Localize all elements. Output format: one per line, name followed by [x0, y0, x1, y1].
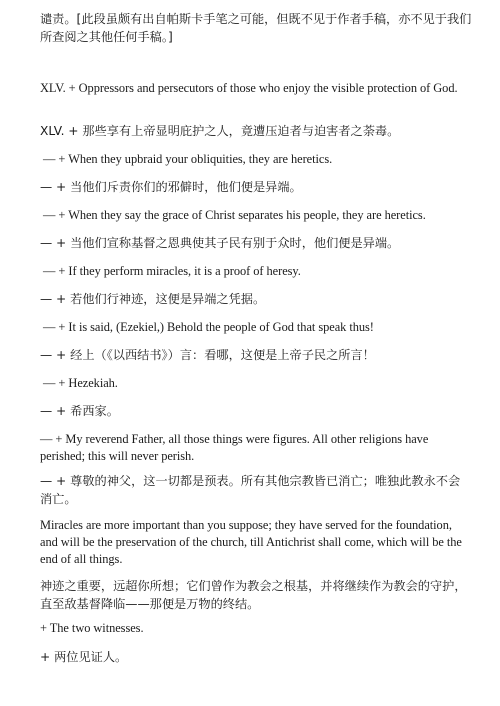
paragraph-zh-7: — + 希西家。: [40, 404, 119, 418]
paragraph-en-3: — + When they say the grace of Christ separates his people, they are heretics.: [40, 208, 426, 222]
paragraph-en-9: + The two witnesses.: [40, 621, 144, 635]
paragraph-zh-2: XLV. + 那些享有上帝显明庇护之人，竟遭压迫者与迫害者之荼毒。: [40, 124, 400, 138]
paragraph-en-6: — + Hezekiah.: [40, 376, 118, 390]
paragraph-zh-9: 神迹之重要，远超你所想；它们曾作为教会之根基，并将继续作为教会的守护，直至敌基督降临——那便是万物的终结。: [40, 579, 467, 611]
paragraph-zh-3: — + 当他们斥责你们的邪僻时，他们便是异端。: [40, 180, 302, 194]
paragraph-zh-4: — + 当他们宣称基督之恩典使其子民有别于众时，他们便是异端。: [40, 236, 400, 250]
paragraph-en-1: XLV. + Oppressors and persecutors of those who enjoy the visible protection of God.: [40, 81, 458, 95]
paragraph-zh-8: — + 尊敬的神父，这一切都是预表。所有其他宗教皆已消亡；唯独此教永不会消亡。: [40, 474, 461, 506]
paragraph-en-4: — + If they perform miracles, it is a proof of heresy.: [40, 264, 301, 278]
paragraph-zh-5: — + 若他们行神迹，这便是异端之凭据。: [40, 292, 266, 306]
paragraph-zh-10: + 两位见证人。: [40, 650, 128, 664]
paragraph-en-5: — + It is said, (Ezekiel,) Behold the people of God that speak thus!: [40, 320, 374, 334]
paragraph-zh-1: 谴责。[此段虽颇有出自帕斯卡手笔之可能，但既不见于作者手稿，亦不见于我们所查阅之其他任何手稿。]: [40, 12, 472, 44]
paragraph-en-2: — + When they upbraid your obliquities, they are heretics.: [40, 152, 333, 166]
paragraph-zh-6: — + 经上（《以西结书》）言：看哪，这便是上帝子民之所言！: [40, 348, 375, 362]
paragraph-en-7: — + My reverend Father, all those things were figures. All other religions have perished; this will never perish.: [40, 432, 429, 463]
paragraph-en-8: Miracles are more important than you suppose; they have served for the foundation, and will be the preservation of the church, till Antichrist shall come, which will be the end of all things.: [40, 518, 462, 566]
